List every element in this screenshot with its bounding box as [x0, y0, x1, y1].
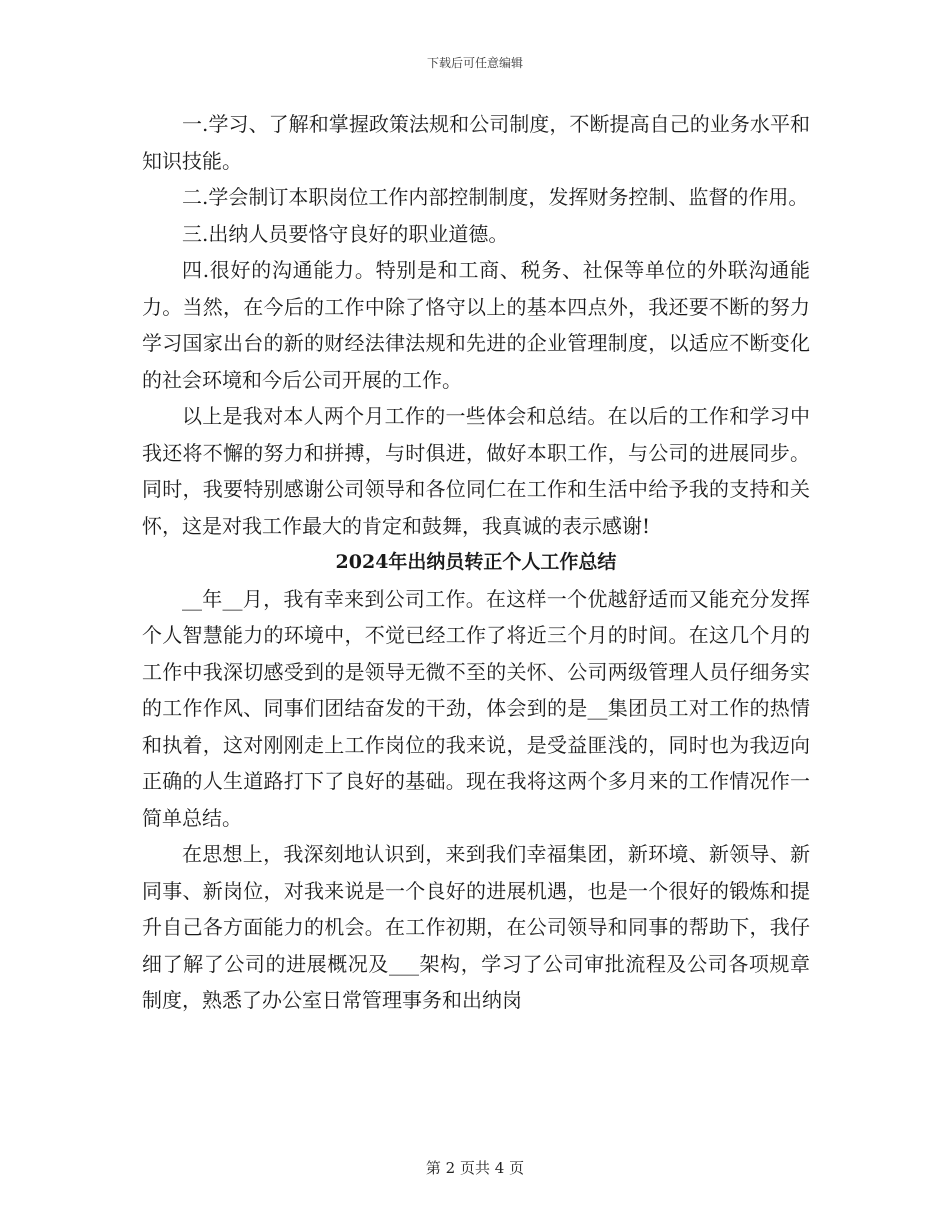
paragraph-professional-ethics: 三.出纳人员要恪守良好的职业道德。 [182, 221, 509, 246]
paragraph-learning-regulations: 一.学习、了解和掌握政策法规和公司制度，不断提高自己的业务水平和知识技能。 [142, 112, 810, 173]
section-title: 2024年出纳员转正个人工作总结 [335, 551, 617, 573]
paragraph-communication: 四.很好的沟通能力。特别是和工商、税务、社保等单位的外联沟通能力。当然，在今后的工作中除了恪守以上的基本四点外，我还要不断的努力学习国家出台的新的财经法律法规和先进的企业管理制度，以适应不断变化的社会环境和今后公司开展的工作。 [142, 258, 810, 392]
paragraph-ideology: 在思想上，我深刻地认识到，来到我们幸福集团，新环境、新领导、新同事、新岗位，对我来说是一个良好的进展机遇，也是一个很好的锻炼和提升自己各方面能力的机会。在工作初期，在公司领导和同事的帮助下，我仔细了解了公司的进展概况及___架构，学习了公司审批流程及公司各项规章制度，熟悉了办公室日常管理事务和出纳岗 [142, 842, 810, 1012]
paragraph-summary-thanks: 以上是我对本人两个月工作的一些体会和总结。在以后的工作和学习中我还将不懈的努力和拼搏，与时俱进，做好本职工作，与公司的进展同步。同时，我要特别感谢公司领导和各位同仁在工作和生活中给予我的支持和关怀，这是对我工作最大的肯定和鼓舞，我真诚的表示感谢! [142, 404, 810, 538]
document-body [142, 106, 810, 1019]
paragraph-internal-control: 二.学会制订本职岗位工作内部控制制度，发挥财务控制、监督的作用。 [182, 185, 809, 209]
page-footer: 第 2 页共 4 页 [425, 1159, 525, 1177]
paragraph-introduction: __年__月，我有幸来到公司工作。在这样一个优越舒适而又能充分发挥个人智慧能力的环境中，不觉已经工作了将近三个月的时间。在这几个月的工作中我深切感受到的是领导无微不至的关怀、公司两级管理人员仔细务实的工作作风、同事们团结奋发的干劲，体会到的是__集团员工对工作的热情和执着，这对刚刚走上工作岗位的我来说，是受益匪浅的，同时也为我迈向正确的人生道路打下了良好的基础。现在我将这两个多月来的工作情况作一简单总结。 [142, 586, 810, 830]
page-header: 下载后可任意编辑 [426, 56, 523, 70]
